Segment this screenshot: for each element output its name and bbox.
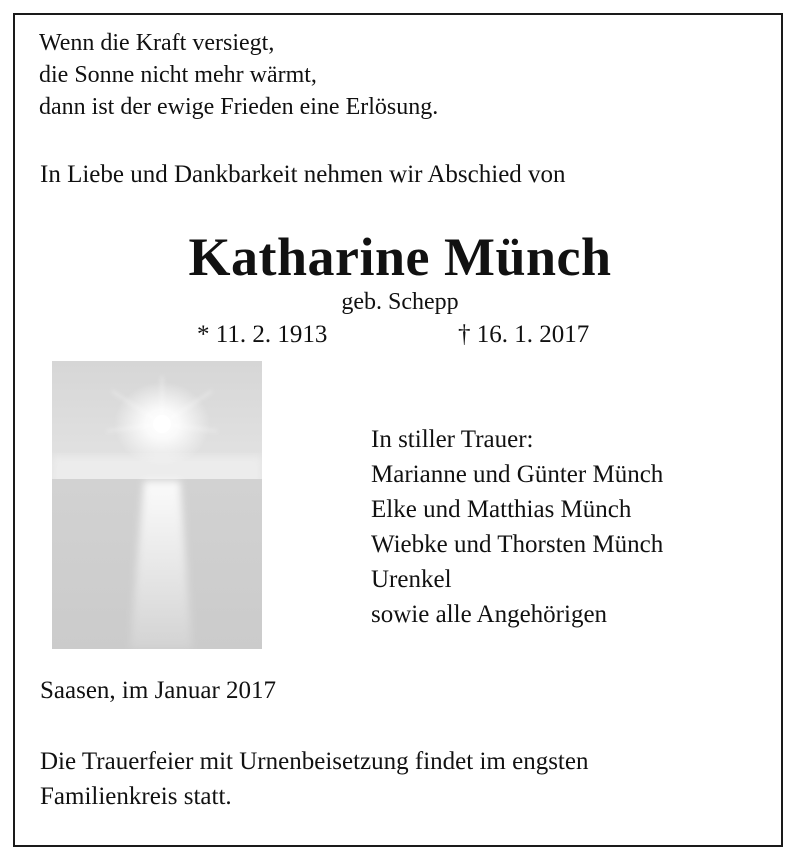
poem-line-3: dann ist der ewige Frieden eine Erlösung. — [39, 94, 439, 120]
maiden-name: geb. Schepp — [341, 289, 459, 315]
mourner-name: Marianne und Günter Münch — [371, 461, 664, 488]
sun-over-water-image — [52, 361, 262, 649]
mourners-heading: In stiller Trauer: — [371, 426, 534, 453]
poem — [39, 27, 438, 123]
funeral-service-note — [40, 744, 588, 814]
poem-line-2: die Sonne nicht mehr wärmt, — [39, 62, 317, 88]
death-date: † 16. 1. 2017 — [458, 321, 590, 348]
service-line-2: Familienkreis statt. — [40, 783, 232, 810]
poem-line-1: Wenn die Kraft versiegt, — [39, 30, 275, 56]
mourner-name: Urenkel — [371, 566, 452, 593]
mourner-name: Elke und Matthias Münch — [371, 496, 632, 523]
mourner-name: sowie alle Angehörigen — [371, 601, 608, 628]
service-line-1: Die Trauerfeier mit Urnenbeisetzung findet im engsten — [40, 748, 589, 775]
birth-date: * 11. 2. 1913 — [197, 321, 328, 348]
farewell-intro: In Liebe und Dankbarkeit nehmen wir Abschied von — [40, 161, 566, 188]
mourner-name: Wiebke und Thorsten Münch — [371, 531, 664, 558]
place-and-date: Saasen, im Januar 2017 — [40, 677, 277, 704]
mourners-list — [371, 422, 663, 632]
deceased-name: Katharine Münch — [188, 227, 612, 287]
